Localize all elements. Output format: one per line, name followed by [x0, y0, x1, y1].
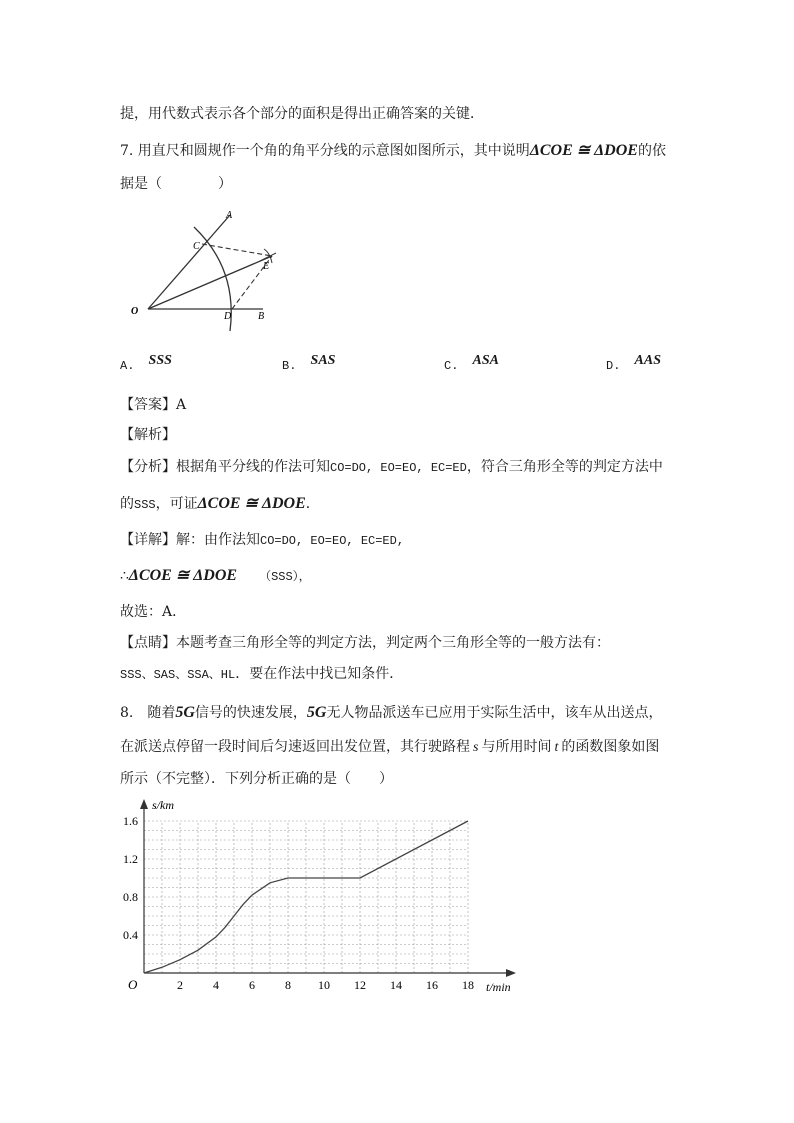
- q8-part6: 的函数图象如图: [561, 739, 660, 755]
- chart-ticks: [123, 814, 474, 992]
- option-a-label: A.: [120, 359, 135, 373]
- option-b-value: SAS: [310, 353, 336, 368]
- y-axis-label: s/km: [152, 798, 174, 812]
- intro-text: 提，用代数式表示各个部分的面积是得出正确答案的关键．: [120, 106, 484, 122]
- detail-line: [120, 530, 404, 551]
- fenxi2-congruence: ΔCOE ≅ ΔDOE: [197, 495, 306, 512]
- fenxi2-sss: SSS: [134, 498, 156, 512]
- y-tick-label: 1.6: [123, 814, 138, 828]
- label-o: O: [131, 306, 139, 317]
- q8-stem-line1: [120, 703, 662, 723]
- y-tick-label: 0.4: [123, 928, 138, 942]
- option-b-label: B.: [282, 359, 297, 373]
- comment-methods-line: [120, 664, 403, 685]
- x-axis-label: t/min: [486, 980, 511, 994]
- label-d: D: [224, 311, 232, 322]
- answer-line: 【答案】A: [120, 397, 187, 413]
- x-tick-label: 2: [177, 978, 183, 992]
- comment-methods: SSS、SAS、SSA、HL: [120, 668, 236, 682]
- q7-angle-bisector-figure: [126, 205, 286, 345]
- arc-e-2: [260, 253, 276, 261]
- option-d-label: D.: [606, 359, 621, 373]
- fenxi-part1: 【分析】根据角平分线的作法可知: [120, 459, 330, 475]
- option-c-label: C.: [444, 359, 459, 373]
- label-a: A: [226, 210, 233, 221]
- x-tick-label: 8: [285, 978, 291, 992]
- x-tick-label: 10: [318, 978, 330, 992]
- ray-oa: [148, 215, 230, 309]
- q8-5g-1: 5G: [175, 704, 195, 721]
- therefore-congruence: ΔCOE ≅ ΔDOE: [128, 567, 238, 584]
- fenxi-line2: [120, 494, 320, 515]
- option-b[interactable]: [282, 353, 336, 374]
- therefore-symbol: ∴: [120, 568, 129, 584]
- fenxi-conditions: CO=DO, EO=EO, EC=ED: [330, 461, 467, 475]
- option-a[interactable]: [120, 353, 172, 374]
- y-axis-arrow: [140, 799, 148, 809]
- distance-time-chart: [100, 795, 540, 1005]
- x-tick-label: 14: [390, 978, 402, 992]
- q7-congruence: ΔCOE ≅ ΔDOE: [529, 142, 638, 159]
- comment-line: 【点睛】本题考查三角形全等的判定方法，判定两个三角形全等的一般方法有：: [120, 635, 610, 651]
- x-tick-label: 4: [213, 978, 219, 992]
- detail-part1: 【详解】解：由作法知: [120, 532, 260, 548]
- x-tick-label: 6: [249, 978, 255, 992]
- label-e: E: [263, 261, 270, 272]
- q7-stem-part2: 的依: [637, 143, 666, 159]
- q8-part1: 8. 随着: [120, 705, 176, 721]
- chart-grid: [144, 821, 468, 973]
- q8-part5: 与所用时间: [481, 739, 552, 755]
- x-axis-arrow: [506, 969, 516, 977]
- q8-part3: 无人物品派送车已应用于实际生活中，该车从出送点，: [326, 705, 663, 721]
- comment-end: ．要在作法中找已知条件．: [235, 666, 404, 682]
- q8-5g-2: 5G: [306, 704, 327, 721]
- segment-oe: [148, 256, 272, 309]
- analysis-heading: 【解析】: [120, 427, 176, 443]
- option-a-value: SSS: [148, 353, 172, 368]
- q8-stem-line3: 所示（不完整）．下列分析正确的是（ ）: [120, 771, 393, 787]
- q7-stem-line1: [120, 141, 666, 161]
- x-tick-label: 18: [462, 978, 474, 992]
- q7-stem-part1: 7. 用直尺和圆规作一个角的角平分线的示意图如图所示，其中说明: [120, 143, 530, 159]
- q8-part2: 信号的快速发展，: [194, 705, 307, 721]
- q8-var-s: s: [473, 740, 479, 755]
- option-c-value: ASA: [472, 353, 500, 368]
- label-c: C: [193, 241, 200, 252]
- q7-stem-line2: 据是（ ）: [120, 176, 232, 192]
- y-tick-label: 0.8: [123, 890, 138, 904]
- q8-part4: 在派送点停留一段时间后匀速返回出发位置，其行驶路程: [120, 739, 470, 755]
- detail-conditions: CO=DO, EO=EO, EC=ED,: [260, 534, 405, 548]
- fenxi2-part2: ，可证: [155, 496, 198, 512]
- choose-line: 故选：A．: [120, 604, 187, 620]
- fenxi-part2: ，符合三角形全等的判定方法中: [466, 459, 663, 475]
- x-tick-label: 16: [426, 978, 438, 992]
- origin-label: O: [128, 977, 138, 992]
- fenxi-line1: [120, 457, 663, 478]
- option-d-value: AAS: [634, 353, 662, 368]
- therefore-sss: （SSS），: [259, 570, 311, 584]
- option-c[interactable]: [444, 353, 500, 374]
- option-d[interactable]: [606, 353, 662, 374]
- q8-var-t: t: [554, 740, 559, 755]
- therefore-line: [120, 566, 311, 587]
- fenxi2-part1: 的: [120, 496, 134, 512]
- label-b: B: [258, 311, 265, 322]
- y-tick-label: 1.2: [123, 852, 138, 866]
- q8-stem-line2: [120, 737, 659, 758]
- x-tick-label: 12: [354, 978, 366, 992]
- fenxi2-end: ．: [305, 496, 320, 512]
